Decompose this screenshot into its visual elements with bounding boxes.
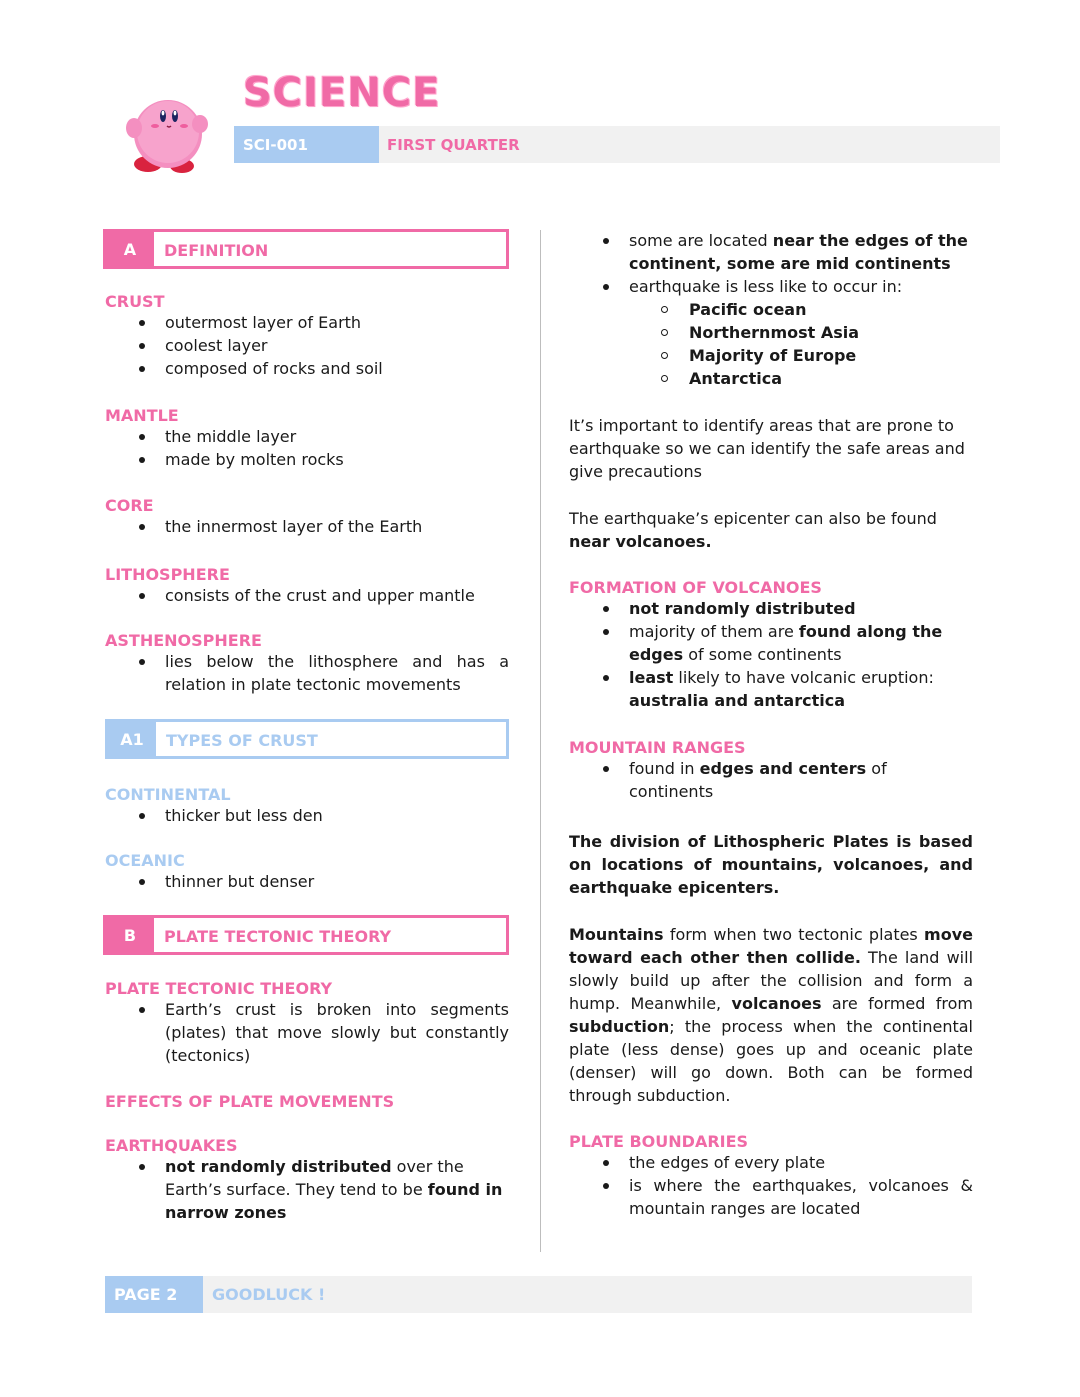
bold-text: near volcanoes. <box>569 532 712 551</box>
earthquake-zones-list <box>569 229 973 390</box>
oceanic-block <box>105 851 509 893</box>
bold-text: Mountains <box>569 925 664 944</box>
section-label: TYPES OF CRUST <box>166 731 318 750</box>
oceanic-heading: OCEANIC <box>105 851 185 870</box>
lithosphere-block <box>105 565 509 607</box>
continental-heading: CONTINENTAL <box>105 785 231 804</box>
footer-message: GOODLUCK ! <box>212 1285 326 1304</box>
bold-text: not randomly distributed <box>165 1157 392 1176</box>
page-number-badge <box>105 1276 203 1313</box>
bold-text: not randomly distributed <box>629 599 856 618</box>
sub-list-item: Majority of Europe <box>569 344 973 367</box>
ptt-block <box>105 979 509 1067</box>
text: The earthquake’s epicenter can also be found <box>569 509 937 528</box>
list-item: the edges of every plate <box>569 1151 973 1174</box>
text: form when two tectonic plates <box>663 925 925 944</box>
text: of some continents <box>683 645 842 664</box>
course-code-badge <box>234 126 379 163</box>
paragraph-formation <box>569 923 973 1107</box>
list-item <box>569 666 973 712</box>
section-header-types-of-crust <box>105 719 509 759</box>
boundaries-heading: PLATE BOUNDARIES <box>569 1132 749 1151</box>
text: ; the process when the continental plate (less dense) goes up and oceanic plate (denser) will go down. Both can be formed through subduction. <box>569 1017 973 1105</box>
effects-heading: EFFECTS OF PLATE MOVEMENTS <box>105 1092 395 1111</box>
text: likely to have volcanic eruption: <box>673 668 934 687</box>
continental-block <box>105 785 509 827</box>
list-item: the innermost layer of the Earth <box>105 515 509 538</box>
bold-text: volcanoes <box>731 994 822 1013</box>
list-item: composed of rocks and soil <box>105 357 509 380</box>
section-header-plate-tectonic-theory <box>103 915 509 955</box>
list-item: the middle layer <box>105 425 509 448</box>
paragraph-epicenter <box>569 507 973 553</box>
bold-text: least <box>629 668 674 687</box>
paragraph-prone-areas: It’s important to identify areas that are prone to earthquake so we can identify the safe areas and give precautions <box>569 416 965 481</box>
earthquakes-heading: EARTHQUAKES <box>105 1136 238 1155</box>
list-item: made by molten rocks <box>105 448 509 471</box>
column-divider <box>540 230 541 1252</box>
list-item: thicker but less den <box>105 804 509 827</box>
paragraph-division: The division of Lithospheric Plates is based on locations of mountains, volcanoes, and earthquake epicenters. <box>569 832 973 897</box>
text: majority of them are <box>629 622 799 641</box>
list-item <box>569 229 973 275</box>
list-item: is where the earthquakes, volcanoes & mountain ranges are located <box>569 1174 973 1220</box>
list-item <box>569 597 973 620</box>
text: some are located <box>629 231 773 250</box>
list-item: thinner but denser <box>105 870 509 893</box>
bold-text: found in narrow zones <box>165 1180 503 1222</box>
quarter-label: FIRST QUARTER <box>387 136 520 154</box>
crust-heading: CRUST <box>105 292 165 311</box>
sub-list-item: Antarctica <box>569 367 973 390</box>
earthquakes-block <box>105 1136 509 1224</box>
list-item: outermost layer of Earth <box>105 311 509 334</box>
asthenosphere-block <box>105 631 509 696</box>
list-item <box>569 757 973 803</box>
text: are formed from <box>821 994 974 1013</box>
mountains-heading: MOUNTAIN RANGES <box>569 738 746 757</box>
mantle-heading: MANTLE <box>105 406 179 425</box>
mountains-block <box>569 738 973 803</box>
bold-text: move toward each other then collide. <box>569 925 973 967</box>
asthenosphere-heading: ASTHENOSPHERE <box>105 631 262 650</box>
page-number: PAGE 2 <box>114 1285 178 1304</box>
list-item: coolest layer <box>105 334 509 357</box>
mantle-block <box>105 406 509 471</box>
list-item: earthquake is less like to occur in: <box>569 275 973 298</box>
lithosphere-heading: LITHOSPHERE <box>105 565 230 584</box>
volcanoes-heading: FORMATION OF VOLCANOES <box>569 578 822 597</box>
bold-text: edges and centers <box>699 759 867 778</box>
text: The land will slowly build up after the collision and form a hump. Meanwhile, <box>569 948 974 1013</box>
sub-list-item: Northernmost Asia <box>569 321 973 344</box>
bold-text: australia and antarctica <box>629 691 846 710</box>
list-item: lies below the lithosphere and has a relation in plate tectonic movements <box>105 650 509 696</box>
core-heading: CORE <box>105 496 154 515</box>
text: of continents <box>629 759 887 801</box>
crust-block <box>105 292 509 380</box>
ptt-heading: PLATE TECTONIC THEORY <box>105 979 333 998</box>
section-tag: B <box>106 918 154 952</box>
kirby-mascot-image <box>126 98 210 178</box>
volcanoes-block <box>569 578 973 712</box>
list-item <box>105 1155 509 1224</box>
sub-list-item: Pacific ocean <box>569 298 973 321</box>
section-tag: A1 <box>108 722 156 756</box>
boundaries-block <box>569 1132 973 1220</box>
text: found in <box>629 759 700 778</box>
list-item: Earth’s crust is broken into segments (plates) that move slowly but constantly (tectonics) <box>105 998 509 1067</box>
page-title: SCIENCE <box>243 70 441 116</box>
course-code: SCI-001 <box>243 136 308 154</box>
list-item: consists of the crust and upper mantle <box>105 584 509 607</box>
list-item <box>569 620 973 666</box>
section-label: DEFINITION <box>164 241 269 260</box>
section-header-definition <box>103 229 509 269</box>
section-label: PLATE TECTONIC THEORY <box>164 927 392 946</box>
core-block <box>105 496 509 538</box>
section-tag: A <box>106 232 154 266</box>
bold-text: found along the edges <box>629 622 943 664</box>
text: over the Earth’s surface. They tend to be <box>165 1157 464 1199</box>
bold-text: subduction <box>569 1017 670 1036</box>
bold-text: near the edges of the continent, some are mid continents <box>629 231 968 273</box>
